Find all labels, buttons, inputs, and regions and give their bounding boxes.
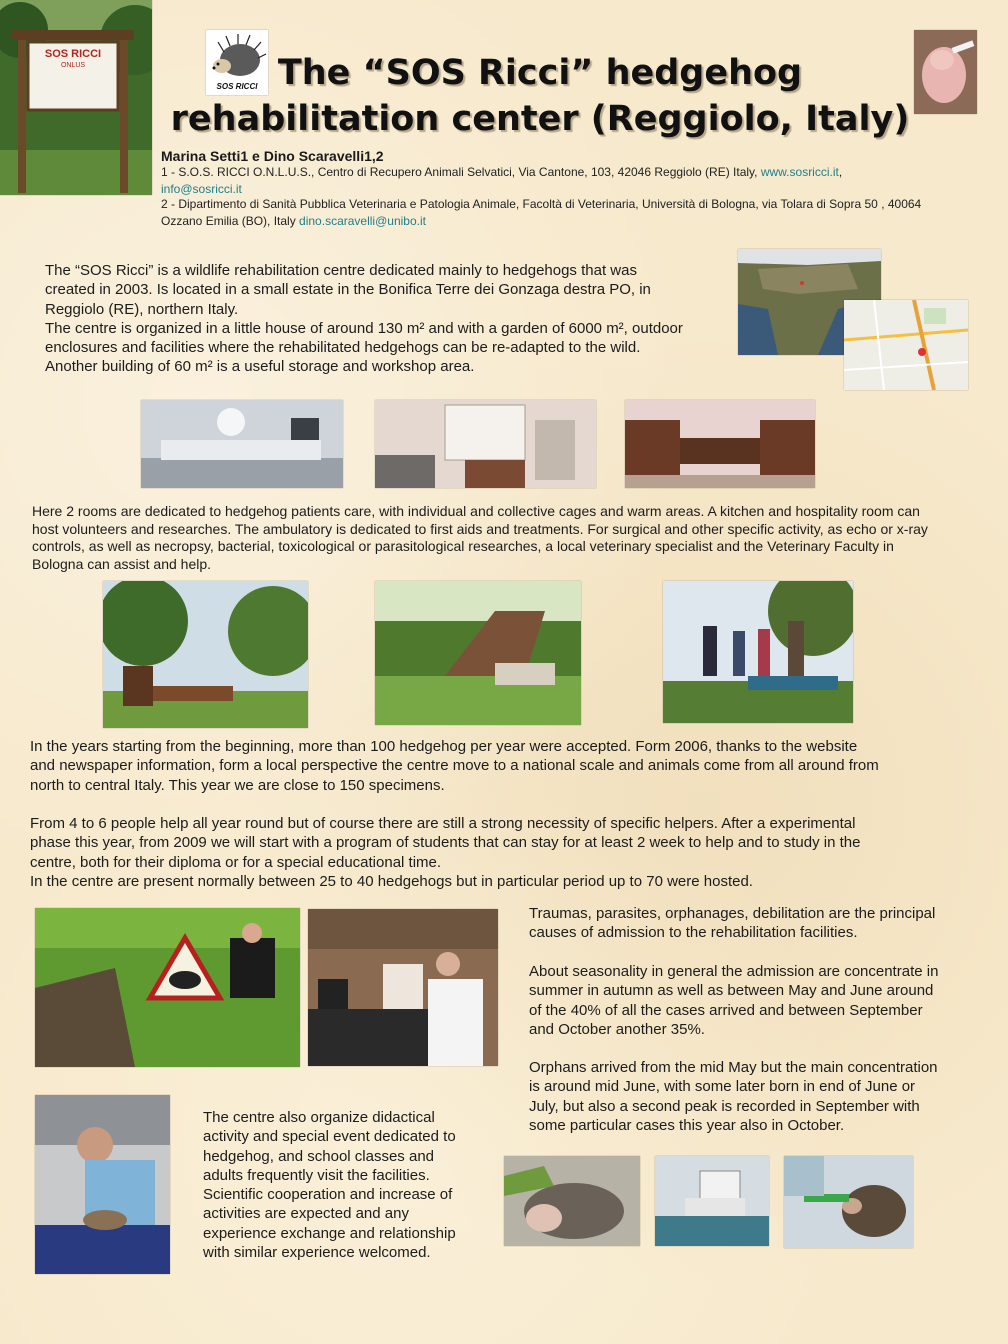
text-line: From 4 to 6 people help all year round but of course there are still a strong necessity of specific helpers. After a experimental [30,815,856,832]
title-line-2: rehabilitation center (Reggiolo, Italy) [170,99,910,139]
traumas-paragraph [529,904,989,943]
visitors-group-photo [663,581,853,723]
affiliation-1-comma: , [838,165,843,179]
veterinary-treatment-photo [35,1095,170,1274]
text-line: and newspaper information, form a local perspective the centre move to a national scale and animals come from all around from [30,757,879,775]
text-line: July, but also a second peak is recorded in September with [529,1097,920,1115]
young-hedgehog-photo [504,1156,640,1246]
text-line: host volunteers and researches. The ambulatory is dedicated to first aids and treatments. For surgical and other specific activity, as echo or x-ray [32,520,928,537]
wooden-ramp-photo [375,581,581,725]
text-line: north to central Italy. This year we are close to 150 specimens. [30,776,445,794]
unibo-email-link[interactable]: dino.scaravelli@unibo.it [299,214,426,228]
seasonality-paragraph [529,962,989,1039]
text-line: hedgehog, and school classes and [203,1147,435,1165]
road-map-image [844,300,968,390]
text-line: The centre also organize didactical [203,1109,435,1126]
baby-hedgehog-photo [914,30,977,114]
text-line: In the centre are present normally between 25 to 40 hedgehogs but in particular period up to 70 were hosted. [30,872,753,890]
text-line: enclosures and facilities where the rehabilitated hedgehogs can be re-adapted to the wild. [45,339,641,357]
text-line: experience exchange and relationship [203,1224,456,1242]
affiliation-2 [161,196,951,230]
text-line: causes of admission to the rehabilitation facilities. [529,924,858,942]
text-line: Scientific cooperation and increase of [203,1186,453,1204]
school-visit-photo [308,909,498,1066]
text-line: centre, both for their diploma or for a special educational time. [30,853,442,871]
lab-equipment-photo [655,1156,769,1246]
feeding-hedgehog-photo [784,1156,913,1248]
text-line: of the 40% of all the cases arrived and between September [529,1001,923,1019]
text-line: The centre is organized in a little house of around 130 m² and with a garden of 6000 m², outdoor [45,319,683,337]
text-line: created in 2003. Is located in a small estate in the Bonifica Terre dei Gonzaga destra PO, in [45,281,651,299]
text-line: some particular cases this year also in October. [529,1116,845,1134]
text-line: with similar experience welcomed. [203,1244,431,1262]
rooms-paragraph [32,503,992,573]
text-line: activity and special event dedicated to [203,1128,456,1146]
text-line: Another building of 60 m² is a useful storage and workshop area. [45,358,475,376]
helpers-paragraph [30,814,990,891]
logo-text: SOS RICCI [216,82,258,91]
orphans-paragraph [529,1058,989,1135]
affiliation-1-text: 1 - S.O.S. RICCI O.N.L.U.S., Centro di Recupero Animali Selvatici, Via Cantone, 103, 42046 Reggiolo (RE) Italy, [161,165,761,179]
text-line: Reggiolo (RE), northern Italy. [45,300,239,318]
text-line: adults frequently visit the facilities. [203,1166,430,1184]
text-line: In the years starting from the beginning, more than 100 hedgehog per year were accepted. Form 2006, thanks to the website [30,738,858,755]
sign-subtitle: ONLUS [60,62,86,69]
affiliation-1 [161,164,951,198]
text-line: controls, as well as necropsy, bacterial, toxicological or parasitological researches, a local veterinary specialist and the Veterinary Faculty in [32,538,894,554]
cages-room-photo [625,400,815,488]
intro-paragraph [45,261,745,377]
text-line: and October another 35%. [529,1020,705,1038]
text-line: summer in autumn as well as between May and June around [529,982,934,1000]
text-line: About seasonality in general the admission are concentrate in [529,963,939,980]
hedgehog-road-sign-photo [35,908,300,1067]
authors: Marina Setti1 e Dino Scaravelli1,2 [161,148,384,164]
text-line: Orphans arrived from the mid May but the main concentration [529,1059,938,1076]
text-line: Traumas, parasites, orphanages, debilitation are the principal [529,905,936,922]
text-line: phase this year, from 2009 we will start with a program of students that can stay for at least 2 week to help and to study in the [30,834,861,852]
text-line: The “SOS Ricci” is a wildlife rehabilitation centre dedicated mainly to hedgehogs that was [45,262,637,279]
text-line: is around mid June, with some later born in end of June or [529,1078,916,1096]
garden-enclosure-photo [103,581,308,728]
entrance-sign-photo [0,0,152,195]
info-email-link[interactable]: info@sosricci.it [161,182,242,196]
sign-title: SOS RICCI [44,48,102,60]
ambulatory-room-photo [141,400,343,488]
text-line: Bologna can assist and help. [32,555,212,572]
kitchen-room-photo [375,400,596,488]
text-line: activities are expected and any [203,1205,409,1223]
years-paragraph [30,737,990,795]
affiliation-2-text: 2 - Dipartimento di Sanità Pubblica Veterinaria e Patologia Animale, Facoltà di Veterinaria, Università di Bologna, via Tolara di Sopra 50 , 40064 Ozzano Emilia (BO), Italy [161,197,922,228]
text-line: Here 2 rooms are dedicated to hedgehog patients care, with individual and collective cages and warm areas. A kitchen and hospitality room can [32,503,920,519]
title-line-1: The “SOS Ricci” hedgehog [277,53,803,93]
didactic-paragraph [203,1108,503,1262]
poster-title [150,50,930,142]
website-link[interactable]: www.sosricci.it [760,165,839,179]
